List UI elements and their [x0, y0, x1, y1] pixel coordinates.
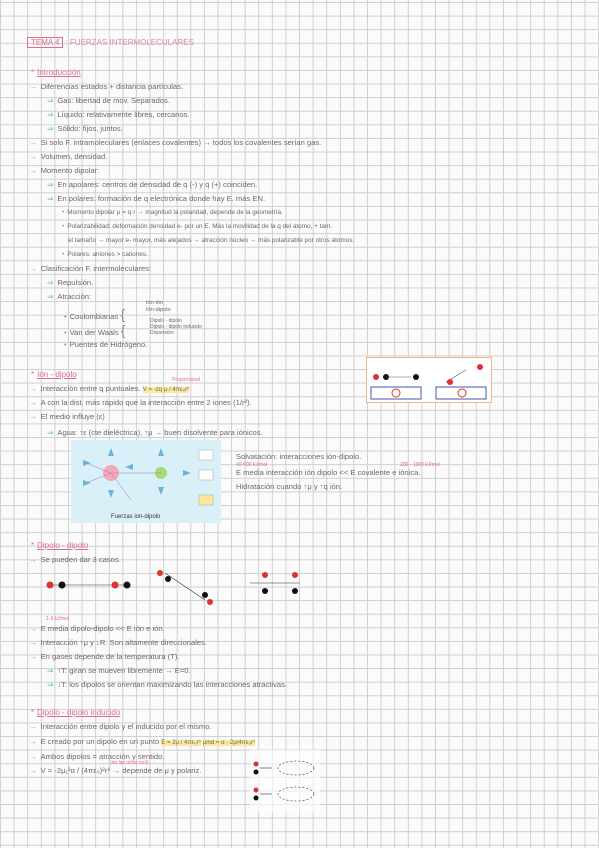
solv-note-1: 40-600 kJ/mol: [236, 462, 268, 468]
ion-line: → A con la dist. más rápido que la interacción entre 2 iones (1/r²).: [29, 398, 252, 407]
ion-note: Proporcional: [172, 377, 201, 383]
intro-line: → Clasificación F. intermoleculares:: [29, 264, 152, 273]
ion-line: ⇒ Agua: ↑ε (cte dieléctrica), ↑μ → buen disolvente para iónicos.: [47, 428, 263, 437]
intro-line: ⇒ Líquido: relativamente libres, cercanos.: [47, 110, 190, 119]
di-formula-1: E = 2μ / 4πε₀r³: [161, 740, 201, 746]
dd-line: → En gases depende de la temperatura (T).: [29, 652, 180, 661]
intro-line: • Puentes de Hidrógeno.: [64, 340, 148, 349]
intro-line: • Polares: aniones > cationes.: [62, 251, 148, 258]
intro-line: el tamaño → mayor e- mayor, más alejados → atracción núcleo → más polarizable por otros átomos.: [68, 237, 355, 244]
intro-line: • Polarizabilidad: deformación densidad e- por un E. Más la movilidad de la q del átomo, + tam.: [62, 223, 333, 230]
induced-dipole-diagram: [250, 750, 320, 812]
intro-line: ⇒ Atracción:: [47, 292, 92, 301]
solv-line: Hidratación cuando ↑μ y ↑q ión.: [236, 482, 343, 491]
vdw-brace: Dipolo - dipolo Dipolo - dipolo inducido Dispersión: [150, 318, 202, 336]
section-ion-dipolo: * Ión - dipolo: [31, 370, 77, 379]
intro-line: → Si solo F. intramoleculares (enlaces covalentes) → todos los covalentes serían gas.: [29, 138, 322, 147]
ion-line: → El medio influye (ε): [29, 412, 105, 421]
ion-formula: V = -zq·μ / 4πε₀r²: [142, 387, 190, 393]
dd-line: → Interacción ↑μ y ↓R. Son altamente direccionales.: [29, 638, 208, 647]
section-dipolo-dipolo: * Dipolo - dipolo: [31, 541, 89, 550]
intro-line: → Volumen, densidad.: [29, 152, 108, 161]
solv-note-2: 200 - 1000 kJ/mol: [400, 462, 440, 468]
solv-line: E media interacción ión dipolo << E covalente e iónica.: [236, 468, 421, 477]
section-intro: * Introducción: [31, 68, 81, 77]
dipole-cases-diagram: [40, 565, 340, 607]
topic-tag: TEMA 4: [27, 37, 63, 48]
page-title: [27, 38, 194, 48]
dd-line: → Se pueden dar 3 casos.: [29, 555, 121, 564]
dd-note: 1-3 kJ/mol: [46, 616, 70, 622]
di-line: → Ambos dipolos = atracción y sentido.: [29, 752, 165, 761]
intro-line: ⇒ En apolares: centros de densidad de q (-) y q (+) coinciden.: [47, 180, 258, 189]
intro-line: → Momento dipolar:: [29, 166, 100, 175]
di-line: → Interacción entre dipolo y el inducido por el mismo.: [29, 722, 212, 731]
intro-line: • Coulombianas {: [64, 306, 126, 322]
intro-line: • Momento dipolar μ = q·r → magnitud la polaridad, depende de la geometría.: [62, 209, 283, 216]
di-note: (de las otras mol): [110, 760, 149, 766]
solv-line: Solvatación: interacciones ión-dipolo.: [236, 452, 362, 461]
intro-line: • Van der Waals {: [64, 322, 126, 338]
hydration-figure: [71, 440, 221, 523]
di-formula-2: μind = α · 2μ/4πε₀r³: [202, 740, 255, 746]
ion-dipole-diagram: [366, 357, 492, 403]
figure-caption: Fuerzas ion-dipolo: [111, 514, 161, 520]
coulomb-brace: Ión-ión Ión-dipolo: [146, 300, 171, 313]
dd-line: ⇒ ↓T: los dipolos se orientan maximizando las interacciones atractivas.: [47, 680, 287, 689]
di-line: → V = -2μ₁²α / (4πε₀)²r⁶ → depende de μ y polariz.: [29, 766, 202, 775]
di-line: → E creado por un dipolo en un punto E = 2μ / 4πε₀r³ μind = α · 2μ/4πε₀r³: [29, 737, 255, 746]
section-dipolo-inducido: * Dipolo - dipolo inducido: [31, 708, 121, 717]
dd-line: ⇒ ↑T: giran se mueven libremente → E=0.: [47, 666, 191, 675]
ion-line: → Interacción entre q puntuales. V = -zq·μ / 4πε₀r²: [29, 384, 190, 393]
intro-line: ⇒ En polares: formación de q electrónica donde hay E. más EN.: [47, 194, 266, 203]
topic-name: : FUERZAS INTERMOLECULARES: [65, 38, 194, 47]
dd-line: → E media dipolo-dipolo << E ión e ión.: [29, 624, 165, 633]
intro-line: ⇒ Gas: libertad de mov. Separados.: [47, 96, 170, 105]
intro-line: ⇒ Sólido: fijos, juntos.: [47, 124, 123, 133]
intro-line: ⇒ Repulsión.: [47, 278, 94, 287]
intro-line: → Diferencias estados + distancia partículas.: [29, 82, 184, 91]
